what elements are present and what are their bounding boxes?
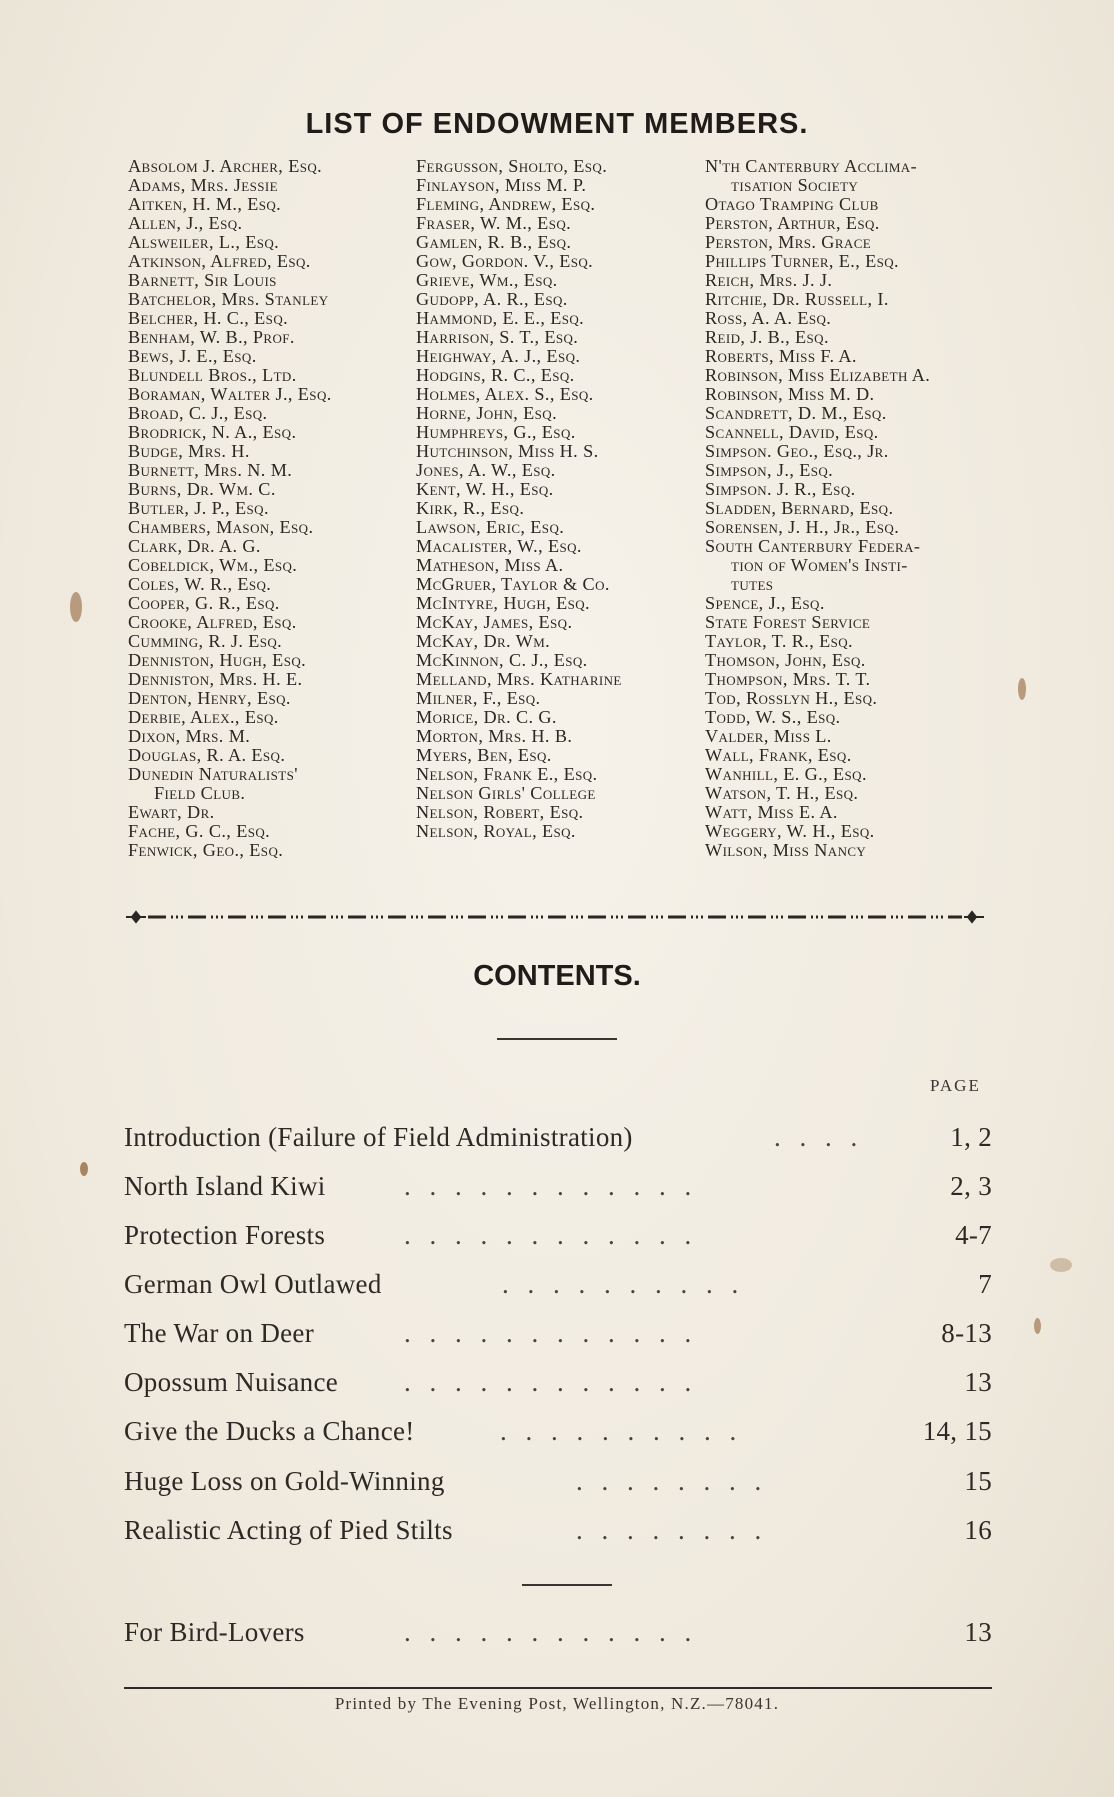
contents-entry — [124, 1313, 992, 1353]
member-name: Macalister, W., Esq. — [416, 536, 582, 556]
member-name: Blundell Bros., Ltd. — [128, 365, 297, 385]
member-name: Lawson, Eric, Esq. — [416, 517, 565, 537]
member-name: Reich, Mrs. J. J. — [705, 270, 833, 290]
member-name: Fenwick, Geo., Esq. — [128, 840, 284, 860]
member-name: Perston, Mrs. Grace — [705, 232, 872, 252]
member-name: Nelson Girls' College — [416, 783, 596, 803]
member-name: Bews, J. E., Esq. — [128, 346, 257, 366]
contents-entry-title: Introduction (Failure of Field Administration) — [124, 1122, 633, 1152]
member-name: Simpson. J. R., Esq. — [705, 479, 856, 499]
contents-entry-leader: . . . . . . . . — [576, 1515, 768, 1545]
member-name: South Canterbury Federa- — [705, 536, 921, 556]
member-name: Reid, J. B., Esq. — [705, 327, 829, 347]
member-name: McKay, Dr. Wm. — [416, 631, 551, 651]
printer-imprint: Printed by The Evening Post, Wellington, N.Z.—78041. — [334, 1694, 780, 1713]
member-name: Milner, F., Esq. — [416, 688, 541, 708]
member-name: Denniston, Hugh, Esq. — [128, 650, 307, 670]
member-name: Allen, J., Esq. — [128, 213, 243, 233]
contents-entry-page: 16 — [964, 1515, 992, 1545]
member-name: Burnett, Mrs. N. M. — [128, 460, 293, 480]
member-name: Robinson, Miss M. D. — [705, 384, 875, 404]
member-name: Kent, W. H., Esq. — [416, 479, 554, 499]
foxing-stain — [70, 592, 82, 622]
contents-entry-title: Huge Loss on Gold-Winning — [124, 1466, 445, 1496]
member-name: Otago Tramping Club — [705, 194, 879, 214]
member-name: Finlayson, Miss M. P. — [416, 175, 587, 195]
member-name: Horne, John, Esq. — [416, 403, 558, 423]
member-name: Melland, Mrs. Katharine — [416, 669, 622, 689]
contents-entry-page: 8-13 — [941, 1318, 992, 1348]
contents-entry-page: 7 — [978, 1269, 992, 1299]
member-name: Thompson, Mrs. T. T. — [705, 669, 871, 689]
contents-rule — [497, 1038, 617, 1040]
member-name: Fache, G. C., Esq. — [128, 821, 271, 841]
contents-entry-leader: . . . . . . . . . . — [502, 1269, 745, 1299]
member-name: Alsweiler, L., Esq. — [128, 232, 280, 252]
member-name: Atkinson, Alfred, Esq. — [128, 251, 311, 271]
foxing-stain — [80, 1162, 88, 1176]
member-name: Batchelor, Mrs. Stanley — [128, 289, 329, 309]
member-name: Dixon, Mrs. M. — [128, 726, 251, 746]
member-name: Hammond, E. E., Esq. — [416, 308, 585, 328]
member-name: Adams, Mrs. Jessie — [128, 175, 278, 195]
member-name: Ross, A. A. Esq. — [705, 308, 832, 328]
contents-entry — [124, 1510, 992, 1550]
member-name: Myers, Ben, Esq. — [416, 745, 552, 765]
member-name: Field Club. — [154, 783, 246, 803]
contents-entry-leader: . . . . — [774, 1122, 864, 1152]
member-name: Weggery, W. H., Esq. — [705, 821, 875, 841]
ornamental-divider — [126, 906, 988, 928]
members-column-3 — [705, 157, 995, 860]
contents-separator-rule — [522, 1584, 612, 1586]
member-name: Morton, Mrs. H. B. — [416, 726, 573, 746]
members-column-1 — [128, 157, 418, 860]
member-name: Denton, Henry, Esq. — [128, 688, 291, 708]
member-name: Phillips Turner, E., Esq. — [705, 251, 900, 271]
member-name: State Forest Service — [705, 612, 871, 632]
member-name: Todd, W. S., Esq. — [705, 707, 841, 727]
contents-entry-page: 15 — [964, 1466, 992, 1496]
member-name: Budge, Mrs. H. — [128, 441, 250, 461]
member-name: Boraman, Walter J., Esq. — [128, 384, 332, 404]
member-name: McGruer, Taylor & Co. — [416, 574, 610, 594]
contents-entry — [124, 1215, 992, 1255]
contents-entry-page: 4-7 — [955, 1220, 992, 1250]
contents-entry — [124, 1264, 992, 1304]
member-name: Humphreys, G., Esq. — [416, 422, 576, 442]
member-name: McKay, James, Esq. — [416, 612, 573, 632]
member-name: Gow, Gordon. V., Esq. — [416, 251, 594, 271]
member-name: Perston, Arthur, Esq. — [705, 213, 880, 233]
member-name: Chambers, Mason, Esq. — [128, 517, 314, 537]
member-name: Grieve, Wm., Esq. — [416, 270, 558, 290]
fleuron-right-icon — [964, 912, 984, 922]
member-name: Valder, Miss L. — [705, 726, 832, 746]
contents-entry — [124, 1362, 992, 1402]
contents-entry-leader: . . . . . . . . — [576, 1466, 768, 1496]
member-name: Holmes, Alex. S., Esq. — [416, 384, 594, 404]
contents-entry — [124, 1117, 992, 1157]
contents-entry-title: Realistic Acting of Pied Stilts — [124, 1515, 453, 1545]
member-name: Benham, W. B., Prof. — [128, 327, 295, 347]
member-name: Cumming, R. J. Esq. — [128, 631, 283, 651]
contents-entry-title: North Island Kiwi — [124, 1171, 326, 1201]
member-name: Spence, J., Esq. — [705, 593, 825, 613]
member-name: Roberts, Miss F. A. — [705, 346, 857, 366]
contents-entry-leader: . . . . . . . . . . — [500, 1416, 743, 1446]
member-name: tutes — [731, 574, 774, 594]
contents-entry-page: 2, 3 — [950, 1171, 992, 1201]
member-name: Sladden, Bernard, Esq. — [705, 498, 894, 518]
contents-entry-leader: . . . . . . . . . . . . — [404, 1617, 698, 1647]
foxing-stain — [1050, 1258, 1072, 1272]
contents-entry-title: The War on Deer — [124, 1318, 314, 1348]
foxing-stain — [1018, 678, 1026, 700]
member-name: Ewart, Dr. — [128, 802, 215, 822]
member-name: McIntyre, Hugh, Esq. — [416, 593, 590, 613]
page-column-label: PAGE — [930, 1076, 981, 1095]
member-name: Wanhill, E. G., Esq. — [705, 764, 867, 784]
contents-entry-leader: . . . . . . . . . . . . — [404, 1367, 698, 1397]
member-name: Crooke, Alfred, Esq. — [128, 612, 297, 632]
member-name: Fraser, W. M., Esq. — [416, 213, 572, 233]
member-name: Simpson, J., Esq. — [705, 460, 834, 480]
member-name: Nelson, Frank E., Esq. — [416, 764, 598, 784]
member-name: Watt, Miss E. A. — [705, 802, 838, 822]
member-name: Absolom J. Archer, Esq. — [128, 156, 323, 176]
contents-entry — [124, 1612, 992, 1652]
member-name: McKinnon, C. J., Esq. — [416, 650, 588, 670]
member-name: Scandrett, D. M., Esq. — [705, 403, 887, 423]
member-name: N'th Canterbury Acclima- — [705, 156, 918, 176]
member-name: Scannell, David, Esq. — [705, 422, 879, 442]
members-heading: LIST OF ENDOWMENT MEMBERS. — [305, 108, 809, 140]
member-name: Dunedin Naturalists' — [128, 764, 298, 784]
member-name: Burns, Dr. Wm. C. — [128, 479, 276, 499]
contents-entry-title: German Owl Outlawed — [124, 1269, 382, 1299]
contents-entry-page: 1, 2 — [950, 1122, 992, 1152]
contents-entry-leader: . . . . . . . . . . . . — [404, 1171, 698, 1201]
member-name: Harrison, S. T., Esq. — [416, 327, 579, 347]
member-name: Aitken, H. M., Esq. — [128, 194, 282, 214]
member-name: tion of Women's Insti- — [731, 555, 908, 575]
member-name: Brodrick, N. A., Esq. — [128, 422, 297, 442]
member-name: Fleming, Andrew, Esq. — [416, 194, 596, 214]
member-name: Tod, Rosslyn H., Esq. — [705, 688, 878, 708]
member-name: Fergusson, Sholto, Esq. — [416, 156, 608, 176]
member-name: Clark, Dr. A. G. — [128, 536, 261, 556]
contents-entry-page: 13 — [964, 1367, 992, 1397]
member-name: Cooper, G. R., Esq. — [128, 593, 280, 613]
member-name: tisation Society — [731, 175, 859, 195]
member-name: Heighway, A. J., Esq. — [416, 346, 581, 366]
contents-heading: CONTENTS. — [473, 960, 641, 992]
member-name: Barnett, Sir Louis — [128, 270, 277, 290]
contents-entry — [124, 1461, 992, 1501]
member-name: Sorensen, J. H., Jr., Esq. — [705, 517, 900, 537]
member-name: Matheson, Miss A. — [416, 555, 564, 575]
member-name: Hutchinson, Miss H. S. — [416, 441, 599, 461]
member-name: Butler, J. P., Esq. — [128, 498, 269, 518]
member-name: Hodgins, R. C., Esq. — [416, 365, 575, 385]
member-name: Watson, T. H., Esq. — [705, 783, 859, 803]
member-name: Wilson, Miss Nancy — [705, 840, 867, 860]
member-name: Wall, Frank, Esq. — [705, 745, 852, 765]
member-name: Douglas, R. A. Esq. — [128, 745, 286, 765]
member-name: Derbie, Alex., Esq. — [128, 707, 279, 727]
footer-rule — [124, 1687, 992, 1689]
contents-entry-title: Give the Ducks a Chance! — [124, 1416, 415, 1446]
member-name: Ritchie, Dr. Russell, I. — [705, 289, 889, 309]
contents-entry-page: 14, 15 — [922, 1416, 992, 1446]
contents-entry-page: 13 — [964, 1617, 992, 1647]
foxing-stain — [1034, 1318, 1041, 1334]
member-name: Robinson, Miss Elizabeth A. — [705, 365, 931, 385]
contents-entry — [124, 1166, 992, 1206]
member-name: Cobeldick, Wm., Esq. — [128, 555, 298, 575]
member-name: Jones, A. W., Esq. — [416, 460, 556, 480]
contents-entry-title: Protection Forests — [124, 1220, 326, 1250]
contents-entry-leader: . . . . . . . . . . . . — [404, 1318, 698, 1348]
member-name: Belcher, H. C., Esq. — [128, 308, 289, 328]
member-name: Coles, W. R., Esq. — [128, 574, 272, 594]
member-name: Taylor, T. R., Esq. — [705, 631, 853, 651]
member-name: Nelson, Royal, Esq. — [416, 821, 576, 841]
member-name: Gamlen, R. B., Esq. — [416, 232, 572, 252]
contents-entry-title: For Bird-Lovers — [124, 1617, 305, 1647]
contents-entry-title: Opossum Nuisance — [124, 1367, 339, 1397]
member-name: Thomson, John, Esq. — [705, 650, 866, 670]
member-name: Denniston, Mrs. H. E. — [128, 669, 303, 689]
members-column-2 — [416, 157, 706, 841]
member-name: Kirk, R., Esq. — [416, 498, 525, 518]
member-name: Gudopp, A. R., Esq. — [416, 289, 568, 309]
member-name: Broad, C. J., Esq. — [128, 403, 268, 423]
contents-entry — [124, 1411, 992, 1451]
member-name: Simpson. Geo., Esq., Jr. — [705, 441, 889, 461]
member-name: Nelson, Robert, Esq. — [416, 802, 584, 822]
contents-entry-leader: . . . . . . . . . . . . — [404, 1220, 698, 1250]
fleuron-left-icon — [126, 912, 146, 922]
member-name: Morice, Dr. C. G. — [416, 707, 557, 727]
